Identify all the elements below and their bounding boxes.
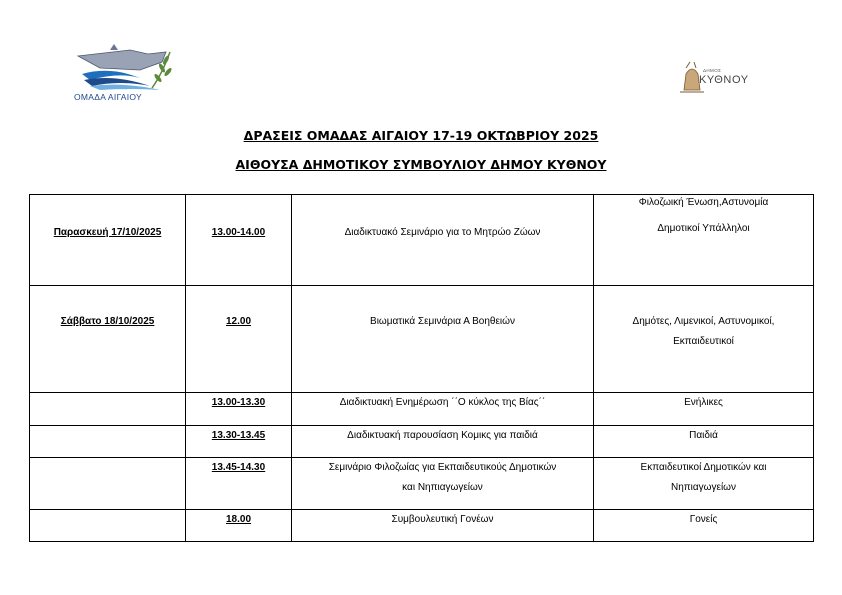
activity-text: Διαδικτυακή παρουσίαση Κομικς για παιδιά (347, 430, 538, 441)
audience-line: Νηπιαγωγείων (671, 482, 736, 493)
audience-line: Ενήλικες (684, 397, 723, 408)
table-row (30, 393, 814, 426)
time-text: 12.00 (225, 316, 252, 327)
schedule-table (29, 194, 814, 542)
audience-line: Γονείς (689, 514, 718, 525)
activity-cell (292, 510, 594, 542)
day-cell (30, 426, 186, 458)
day-cell (30, 458, 186, 510)
table-row (30, 426, 814, 458)
audience-cell (594, 426, 814, 458)
time-text: 13.30-13.45 (211, 430, 266, 441)
audience-line: Παιδιά (689, 430, 718, 441)
time-text: 13.00-13.30 (211, 397, 266, 408)
day-cell (30, 286, 186, 393)
activity-cell (292, 393, 594, 426)
right-logo-big-text: ΚΥΘΝΟΥ (699, 74, 749, 86)
table-row (30, 510, 814, 542)
audience-cell (594, 510, 814, 542)
time-cell (186, 286, 292, 393)
audience-line: Εκπαιδευτικοί (673, 336, 734, 347)
activity-line: και Νηπιαγωγείων (402, 482, 483, 493)
audience-line: Δημότες, Λιμενικοί, Αστυνομικοί, (632, 316, 775, 327)
audience-line: Εκπαιδευτικοί Δημοτικών και (640, 462, 767, 473)
activity-cell (292, 286, 594, 393)
table-row (30, 458, 814, 510)
audience-line: Φιλοζωική Ένωση,Αστυνομία (638, 197, 769, 208)
activity-text: Βιωματικά Σεμινάρια Α Βοηθειών (370, 316, 515, 327)
page-subtitle: ΑΙΘΟΥΣΑ ΔΗΜΟΤΙΚΟΥ ΣΥΜΒΟΥΛΙΟΥ ΔΗΜΟΥ ΚΥΘΝΟΥ (235, 157, 607, 172)
day-cell (30, 393, 186, 426)
activity-text: Διαδικτυακή Ενημέρωση ΄΄Ο κύκλος της Βίας΄΄ (339, 397, 546, 408)
time-text: 18.00 (225, 514, 252, 525)
time-cell (186, 195, 292, 286)
day-cell (30, 195, 186, 286)
time-cell (186, 393, 292, 426)
activity-text: Συμβουλευτική Γονέων (391, 514, 494, 525)
audience-cell (594, 393, 814, 426)
activity-cell (292, 195, 594, 286)
activity-cell (292, 458, 594, 510)
audience-cell (594, 458, 814, 510)
day-cell (30, 510, 186, 542)
activity-text: Διαδικτυακό Σεμινάριο για το Μητρώο Ζώων (344, 227, 541, 238)
activity-line: Σεμινάριο Φιλοζωίας για Εκπαιδευτικούς Δημοτικών (328, 462, 557, 473)
time-text: 13.00-14.00 (211, 227, 266, 238)
time-cell (186, 510, 292, 542)
activity-cell (292, 426, 594, 458)
table-row (30, 286, 814, 393)
time-cell (186, 426, 292, 458)
left-logo-text: ΟΜΑΔΑ ΑΙΓΑΙΟΥ (74, 92, 143, 102)
day-text: Σάββατο 18/10/2025 (60, 316, 155, 327)
audience-line: Δημοτικοί Υπάλληλοι (657, 223, 750, 234)
audience-cell (594, 195, 814, 286)
right-logo-small-text: ΔΗΜΟΣ (703, 68, 722, 73)
audience-cell (594, 286, 814, 393)
page-title: ΔΡΑΣΕΙΣ ΟΜΑΔΑΣ ΑΙΓΑΙΟΥ 17-19 ΟΚΤΩΒΡΙΟΥ 2025 (243, 128, 599, 143)
day-text: Παρασκευή 17/10/2025 (53, 227, 162, 238)
time-text: 13.45-14.30 (211, 462, 266, 473)
time-cell (186, 458, 292, 510)
table-row (30, 195, 814, 286)
